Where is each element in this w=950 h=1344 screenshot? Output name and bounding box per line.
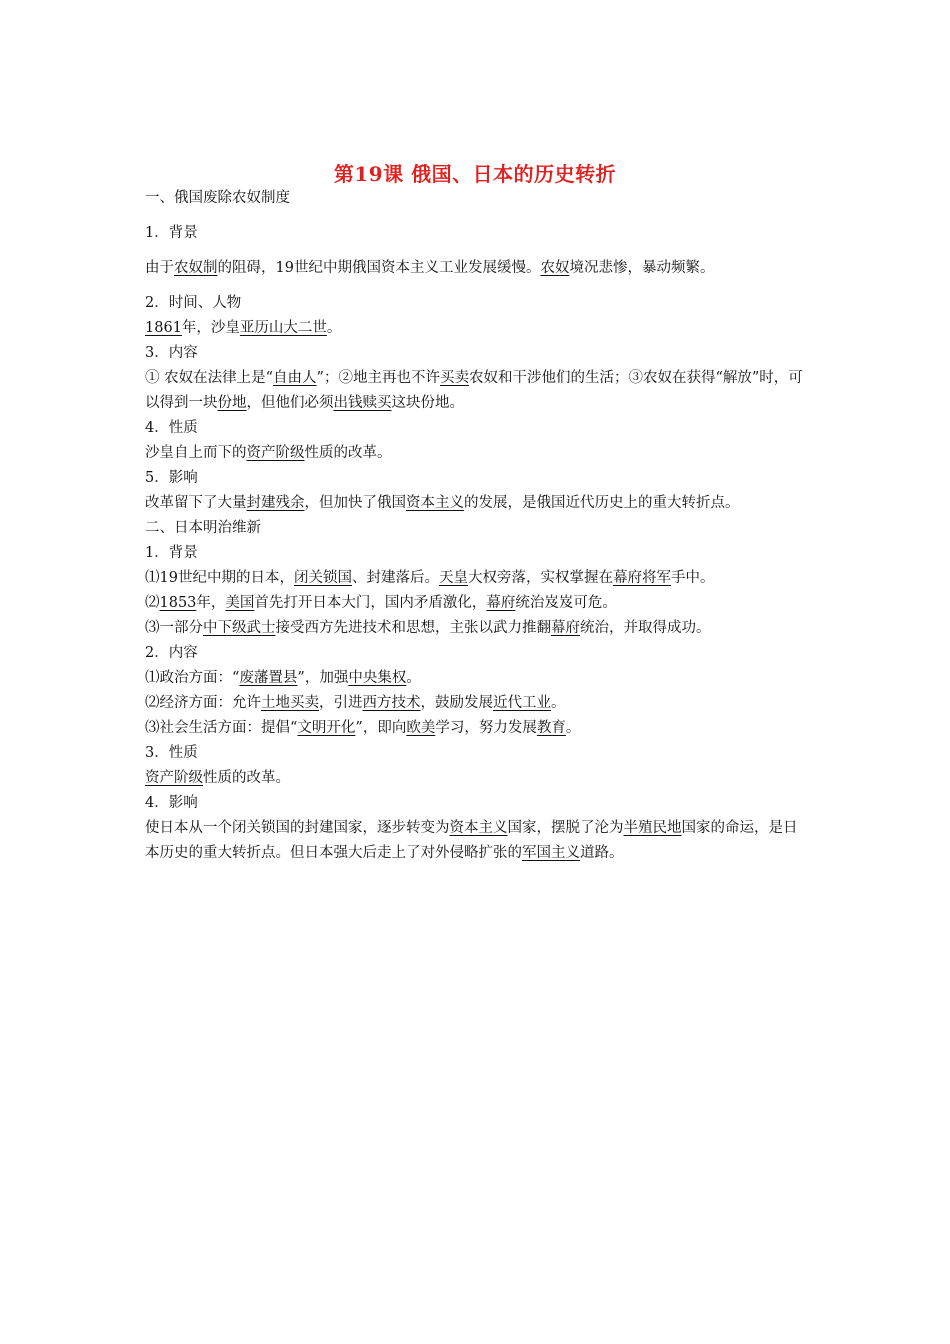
text: ⑴政治方面：“ [145, 670, 240, 686]
text: 改革留下了大量 [145, 495, 247, 511]
subheading: 4．影响 [145, 795, 198, 811]
text: 沙皇自上而下的 [145, 445, 247, 461]
keyword: 1853 [159, 595, 197, 611]
keyword: 亚历山大二世 [239, 320, 327, 336]
subheading: 5．影响 [145, 470, 198, 486]
text: 这块份地。 [391, 395, 464, 411]
text: 国家，摆脱了沦为 [507, 820, 624, 836]
document-body [145, 186, 810, 866]
text: ，鼓励发展 [420, 695, 493, 711]
subheading: 3．性质 [145, 745, 198, 761]
text: ，但加快了俄国 [304, 495, 406, 511]
text: ”，即向 [355, 720, 407, 736]
keyword: 幕府将军 [612, 570, 671, 586]
keyword: 资本主义 [406, 495, 464, 511]
text: 的发展，是俄国近代历史上的重大转折点。 [464, 495, 740, 511]
text: 。 [565, 720, 581, 736]
text: 使日本从一个闭关锁国的封建国家，逐步转变为 [145, 820, 450, 836]
text: 国家的命运，是日本历史的重大转折点。但日本强大后走上了对外侵略扩张的 [145, 820, 798, 861]
keyword: 西方技术 [362, 695, 421, 711]
keyword: 美国 [225, 595, 255, 611]
text: 首先打开日本大门，国内矛盾激化， [254, 595, 487, 611]
keyword: 半殖民地 [623, 820, 682, 836]
keyword: 近代工业 [493, 695, 551, 711]
paragraph [145, 716, 810, 741]
text: 性质的改革。 [304, 445, 392, 461]
text: ，但他们必须 [246, 395, 334, 411]
keyword: 资产阶级 [145, 770, 203, 786]
paragraph [145, 316, 810, 341]
section-heading: 二、日本明治维新 [145, 520, 261, 536]
paragraph [145, 591, 810, 616]
text: ”，加强 [297, 670, 349, 686]
keyword: 土地买卖 [261, 695, 319, 711]
text: 年，沙皇 [181, 320, 240, 336]
keyword: 欧美 [406, 720, 436, 736]
keyword: 文明开化 [297, 720, 356, 736]
text: 由于 [145, 260, 174, 276]
paragraph [145, 816, 810, 866]
text: 接受西方先进技术和思想，主张以武力推翻 [275, 620, 551, 636]
text: 。 [551, 695, 566, 711]
keyword: 幕府 [551, 620, 580, 636]
text: 手中。 [670, 570, 715, 586]
text: ⑵ [145, 595, 160, 611]
text: ⑶一部分 [145, 620, 203, 636]
keyword: 天皇 [438, 570, 468, 586]
keyword: 农奴 [540, 260, 570, 276]
subheading: 1．背景 [145, 545, 198, 561]
keyword: 闭关锁国 [293, 570, 352, 586]
paragraph [145, 616, 810, 641]
text: 的阻碍，19世纪中期俄国资本主义工业发展缓慢。 [217, 260, 541, 276]
text: 。 [326, 320, 342, 336]
keyword: 军国主义 [522, 845, 580, 861]
text: 农奴和干涉他们的生活；③农奴在获得“解放”时，可以得到一块 [145, 370, 803, 411]
text: 。 [406, 670, 421, 686]
keyword: 买卖 [439, 370, 469, 386]
keyword: 教育 [536, 720, 566, 736]
subheading: 2．时间、人物 [145, 295, 242, 311]
keyword: 封建残余 [246, 495, 305, 511]
text: 统治，并取得成功。 [580, 620, 711, 636]
paragraph [145, 491, 810, 516]
text: 道路。 [580, 845, 624, 861]
keyword: 幕府 [486, 595, 516, 611]
keyword: 1861 [145, 320, 182, 336]
text: 境况悲惨，暴动频繁。 [569, 260, 715, 276]
text: 年， [196, 595, 226, 611]
keyword: 中央集权 [348, 670, 407, 686]
page-title: 第19课 俄国、日本的历史转折 [333, 162, 617, 186]
keyword: 资本主义 [449, 820, 508, 836]
keyword: 农奴制 [174, 260, 218, 276]
text: 、封建落后。 [351, 570, 439, 586]
paragraph [145, 366, 810, 416]
text: 大权旁落，实权掌握在 [467, 570, 613, 586]
subheading: 3．内容 [145, 345, 198, 361]
paragraph [145, 566, 810, 591]
keyword: 自由人 [273, 370, 317, 386]
paragraph [145, 441, 810, 466]
keyword: 资产阶级 [246, 445, 305, 461]
keyword: 份地 [217, 395, 247, 411]
keyword: 中下级武士 [203, 620, 276, 636]
subheading: 2．内容 [145, 645, 198, 661]
text: 统治岌岌可危。 [515, 595, 617, 611]
paragraph [145, 666, 810, 691]
text: ⑵经济方面：允许 [145, 695, 261, 711]
keyword: 出钱赎买 [333, 395, 392, 411]
section-heading: 一、俄国废除农奴制度 [145, 190, 290, 206]
paragraph [145, 256, 810, 281]
text: 学习，努力发展 [435, 720, 537, 736]
text: ”；②地主再也不许 [316, 370, 440, 386]
text: ① 农奴在法律上是“ [145, 370, 274, 386]
subheading: 4．性质 [145, 420, 198, 436]
paragraph [145, 766, 810, 791]
subheading: 1．背景 [145, 225, 198, 241]
keyword: 废藩置县 [239, 670, 298, 686]
text: ⑶社会生活方面：提倡“ [145, 720, 298, 736]
paragraph [145, 691, 810, 716]
text: 性质的改革。 [203, 770, 290, 786]
text: ⑴19世纪中期的日本， [145, 570, 294, 586]
text: ，引进 [319, 695, 363, 711]
